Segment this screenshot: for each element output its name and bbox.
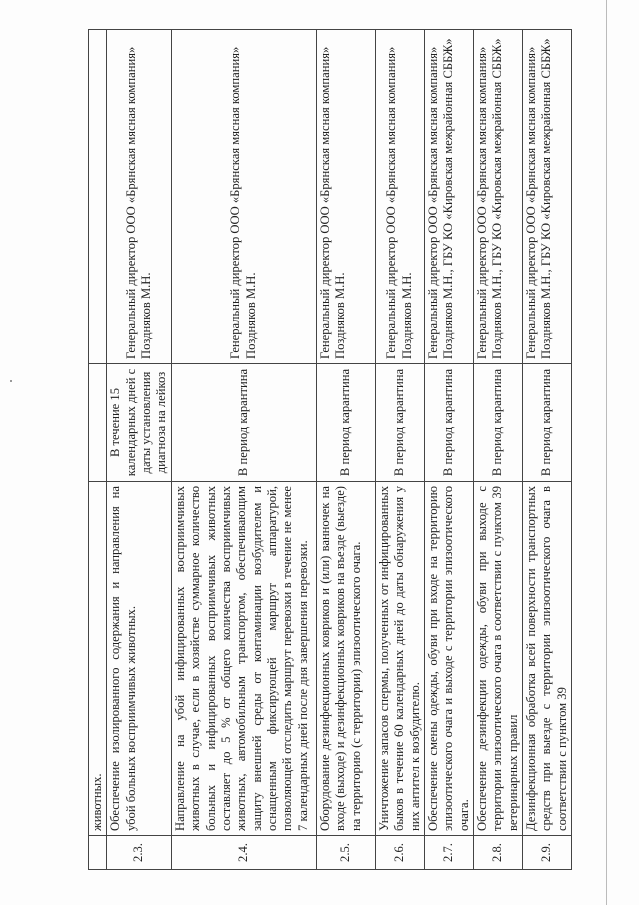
row-action: Направление на убой инфицированных восприимчивых животных в случае, если в хозяйстве суммарное количество больных и инфицированных восприимчивых животных составляет до 5 % от общего количества восприимчивых животных, автомобильным транспортом, обеспечивающим защиту внешней среды от контаминации возбудителем и оснащенным фиксирующей маршрут аппаратурой, позволяющей отследить маршрут перевозки в течение не менее 7 календарных дней после дня завершения перевозки. xyxy=(171,482,316,836)
table-row xyxy=(171,30,316,870)
row-action: Уничтожение запасов спермы, полученных от инфицированных быков в течение 60 календарных дней до даты обнаружения у них антител к возбудителю. xyxy=(375,482,424,836)
table-row xyxy=(316,30,375,870)
row-term: В период карантина xyxy=(171,364,316,482)
table-row xyxy=(523,30,572,870)
row-number: 2.9. xyxy=(523,836,572,870)
row-term: В период карантина xyxy=(424,364,473,482)
row-number: 2.5. xyxy=(316,836,375,870)
row-term: В период карантина xyxy=(375,364,424,482)
row-responsible: Генеральный директор ООО «Брянская мясная компания» Поздняков М.Н. xyxy=(171,30,316,364)
table-row xyxy=(473,30,522,870)
row-action: Обеспечение изолированного содержания и направления на убой больных восприимчивых животных. xyxy=(107,482,171,836)
row-term: В течение 15 календарных дней с даты установления диагноза на лейкоз xyxy=(107,364,171,482)
row-number: 2.4. xyxy=(171,836,316,870)
row-number: 2.8. xyxy=(473,836,522,870)
row-responsible: Генеральный директор ООО «Брянская мясная компания» Поздняков М.Н. xyxy=(316,30,375,364)
row-number: 2.3. xyxy=(107,836,171,870)
row-term xyxy=(89,364,107,482)
row-responsible: Генеральный директор ООО «Брянская мясная компания» Поздняков М.Н. xyxy=(375,30,424,364)
scan-mark xyxy=(10,380,12,382)
row-term: В период карантина xyxy=(523,364,572,482)
row-responsible: Генеральный директор ООО «Брянская мясная компания» Поздняков М.Н., ГБУ КО «Кировская межрайонная СББЖ» xyxy=(424,30,473,364)
table-row xyxy=(375,30,424,870)
table-row xyxy=(89,30,107,870)
row-term: В период карантина xyxy=(316,364,375,482)
measures-table xyxy=(88,29,572,870)
table-row xyxy=(107,30,171,870)
row-number: 2.6. xyxy=(375,836,424,870)
row-responsible: Генеральный директор ООО «Брянская мясная компания» Поздняков М.Н., ГБУ КО «Кировская межрайонная СББЖ» xyxy=(523,30,572,364)
row-number xyxy=(89,836,107,870)
row-action: Обеспечение дезинфекции одежды, обуви при выходе с территории эпизоотического очага в соответствии с пунктом 39 ветеринарных правил xyxy=(473,482,522,836)
row-responsible: Генеральный директор ООО «Брянская мясная компания» Поздняков М.Н. xyxy=(107,30,171,364)
row-action: животных. xyxy=(89,482,107,836)
row-action: Дезинфекционная обработка всей поверхности транспортных средств при выезде с территории эпизоотического очага в соответствии с пунктом 39 xyxy=(523,482,572,836)
table-row xyxy=(424,30,473,870)
rotated-table-frame xyxy=(88,30,608,870)
row-action: Оборудование дезинфекционных ковриков и (или) ванночек на входе (выходе) и дезинфекционных ковриков на въезде (выезде) на территорию (с территории) эпизоотического очага. xyxy=(316,482,375,836)
row-number: 2.7. xyxy=(424,836,473,870)
row-responsible xyxy=(89,30,107,364)
row-action: Обеспечение смены одежды, обуви при входе на территорию эпизоотического очага и выходе с территории эпизоотического очага. xyxy=(424,482,473,836)
row-term: В период карантина xyxy=(473,364,522,482)
row-responsible: Генеральный директор ООО «Брянская мясная компания» Поздняков М.Н., ГБУ КО «Кировская межрайонная СББЖ» xyxy=(473,30,522,364)
